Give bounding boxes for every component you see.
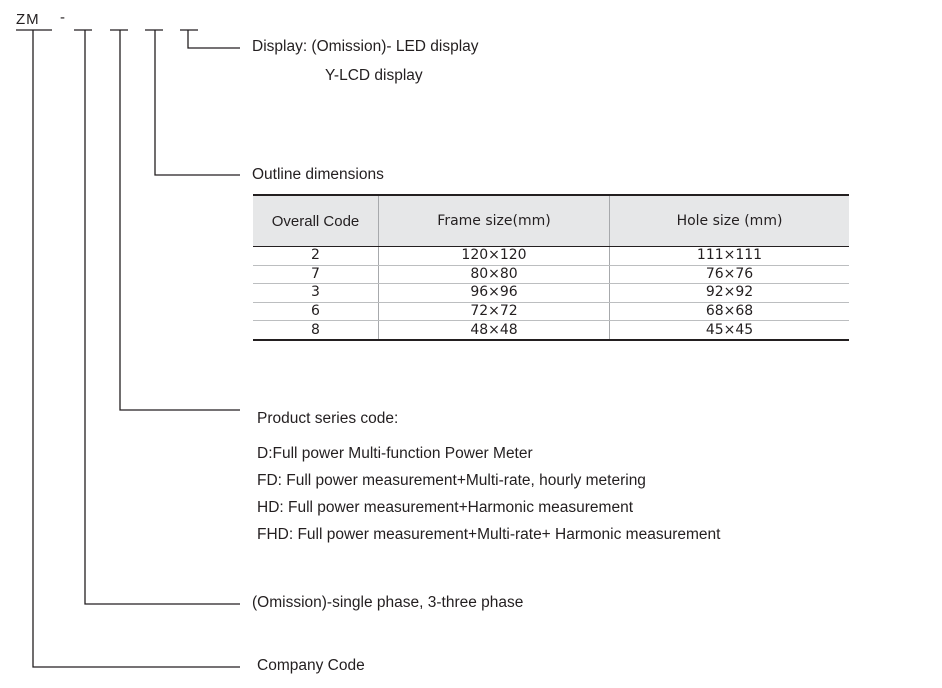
outline-dimensions-table [253,194,849,341]
display-option-lcd: Y-LCD display [325,67,423,84]
series-item-fd: FD: Full power measurement+Multi-rate, hourly metering [257,472,646,489]
table-row [253,321,849,340]
header-overall-code: Overall Code [253,195,379,247]
table-row [253,265,849,284]
table-row [253,302,849,321]
cell-code: 2 [253,247,379,266]
phase-label: (Omission)-single phase, 3-three phase [252,594,524,611]
header-frame-size: Frame size(mm) [379,195,610,247]
series-item-d: D:Full power Multi-function Power Meter [257,445,533,462]
display-connector [188,30,240,48]
outline-label: Outline dimensions [252,166,384,183]
series-item-fhd: FHD: Full power measurement+Multi-rate+ Harmonic measurement [257,526,721,543]
cell-frame: 72×72 [379,302,610,321]
company-code-connector [33,30,240,667]
series-label: Product series code: [257,410,399,427]
code-dash: - [60,9,66,26]
outline-connector [155,30,240,175]
cell-frame: 120×120 [379,247,610,266]
table-row [253,284,849,303]
cell-hole: 76×76 [610,265,850,284]
header-hole-size: Hole size (mm) [610,195,850,247]
cell-code: 6 [253,302,379,321]
cell-code: 3 [253,284,379,303]
phase-connector [85,30,240,604]
display-label: Display: (Omission)- LED display [252,38,479,55]
cell-code: 7 [253,265,379,284]
cell-frame: 96×96 [379,284,610,303]
cell-hole: 68×68 [610,302,850,321]
cell-hole: 92×92 [610,284,850,303]
table-header-row [253,195,849,247]
series-connector [120,30,240,410]
series-item-hd: HD: Full power measurement+Harmonic measurement [257,499,634,516]
table-row [253,247,849,266]
cell-hole: 45×45 [610,321,850,340]
cell-frame: 48×48 [379,321,610,340]
cell-hole: 111×111 [610,247,850,266]
cell-frame: 80×80 [379,265,610,284]
company-label: Company Code [257,657,365,674]
code-prefix: ZM [16,11,40,28]
cell-code: 8 [253,321,379,340]
